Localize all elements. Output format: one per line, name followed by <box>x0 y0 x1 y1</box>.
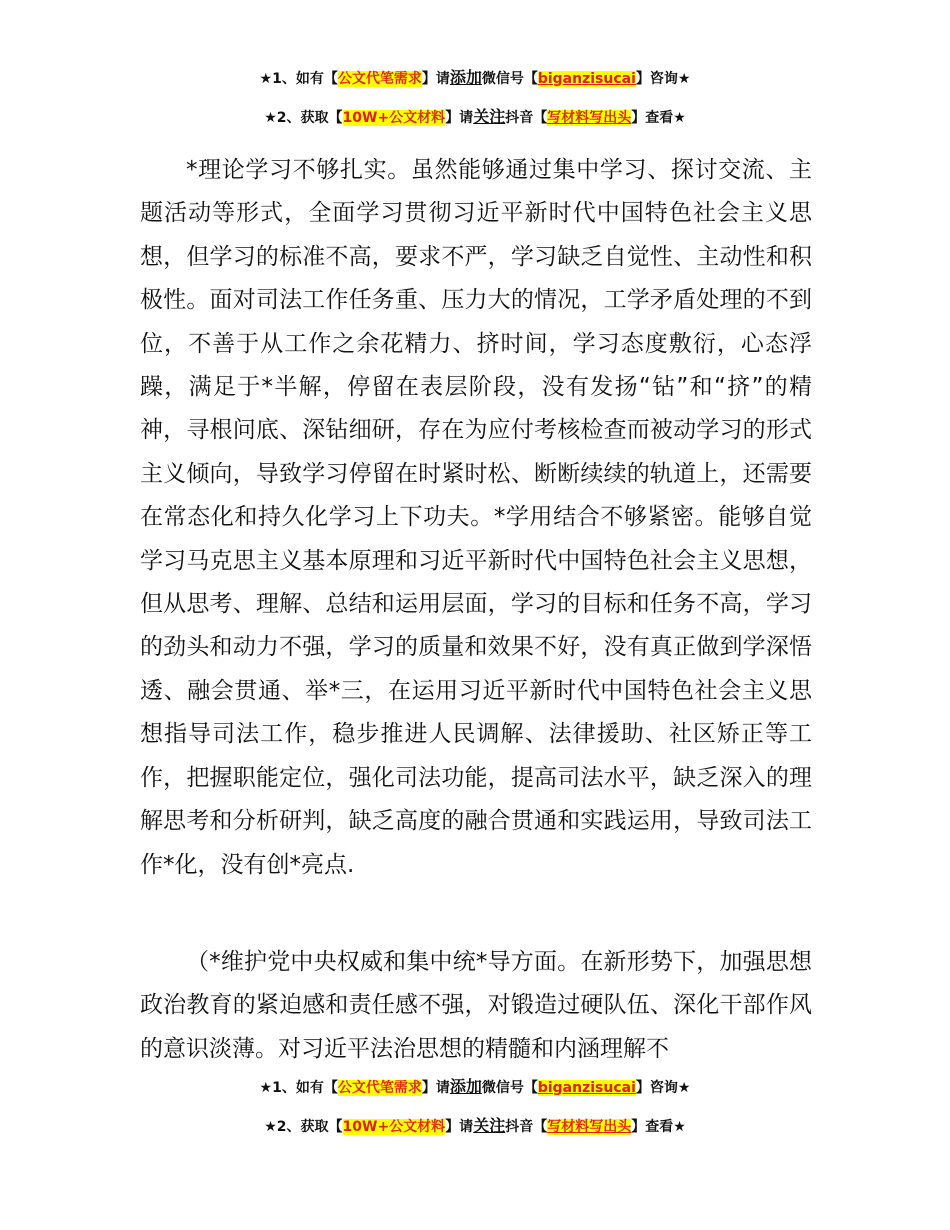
promo-suffix: 】咨询★ <box>635 71 691 87</box>
promo-prefix: ★1、如有【 <box>259 71 338 87</box>
promo-highlight-materials: 10W+公文材料 <box>342 1119 446 1135</box>
promo-prefix: ★2、获取【 <box>264 1119 343 1135</box>
promo-wechat-id-link[interactable]: biganzisucai <box>537 71 636 87</box>
promo-emphasis: 添加 <box>449 1077 482 1096</box>
promo-douyin-link[interactable]: 写材料写出头 <box>547 110 632 126</box>
promo-text: 】请 <box>445 110 474 126</box>
promo-emphasis: 关注 <box>473 1116 506 1135</box>
promo-prefix: ★1、如有【 <box>259 1080 338 1096</box>
promo-text: 】请 <box>421 1080 450 1096</box>
promo-highlight-materials: 10W+公文材料 <box>342 110 446 126</box>
promo-highlight-service: 公文代笔需求 <box>337 71 422 87</box>
header-promo-line-1 <box>0 67 950 90</box>
promo-suffix: 】咨询★ <box>635 1080 691 1096</box>
promo-prefix: ★2、获取【 <box>264 110 343 126</box>
promo-text: 】请 <box>421 71 450 87</box>
footer-promo-line-1 <box>0 1076 950 1099</box>
promo-emphasis: 添加 <box>449 68 482 87</box>
promo-text: 抖音【 <box>505 1119 548 1135</box>
promo-text: 微信号【 <box>481 1080 538 1096</box>
promo-suffix: 】查看★ <box>631 1119 686 1135</box>
body-paragraph-2: （*维护党中央权威和集中统*导方面。在新形势下，加强思想政治教育的紧迫感和责任感不强，对锻造过硬队伍、深化干部作风的意识淡薄。对习近平法治思想的精髓和内涵理解不 <box>140 949 812 1062</box>
promo-text: 】请 <box>445 1119 474 1135</box>
promo-text: 微信号【 <box>481 71 538 87</box>
body-paragraph-1: *理论学习不够扎实。虽然能够通过集中学习、探讨交流、主题活动等形式，全面学习贯彻习近平新时代中国特色社会主义思想，但学习的标准不高，要求不严，学习缺乏自觉性、主动性和积极性。面对司法工作任务重、压力大的情况，工学矛盾处理的不到位，不善于从工作之余花精力、挤时间，学习态度敷衍，心态浮躁，满足于*半解，停留在表层阶段，没有发扬“钻”和“挤”的精神，寻根问底、深钻细研，存在为应付考核检查而被动学习的形式主义倾向，导致学习停留在时紧时松、断断续续的轨道上，还需要在常态化和持久化学习上下功夫。*学用结合不够紧密。能够自觉学习马克思主义基本原理和习近平新时代中国特色社会主义思想，但从思考、理解、总结和运用层面，学习的目标和任务不高，学习的劲头和动力不强，学习的质量和效果不好，没有真正做到学深悟透、融会贯通、举*三，在运用习近平新时代中国特色社会主义思想指导司法工作，稳步推进人民调解、法律援助、社区矫正等工作，把握职能定位，强化司法功能，提高司法水平，缺乏深入的理解思考和分析研判，缺乏高度的融合贯通和实践运用，导致司法工作*化，没有创*亮点. <box>140 157 812 878</box>
promo-text: 抖音【 <box>505 110 548 126</box>
promo-douyin-link[interactable]: 写材料写出头 <box>547 1119 632 1135</box>
header-promo-line-2 <box>0 106 950 129</box>
promo-emphasis: 关注 <box>473 107 506 126</box>
promo-suffix: 】查看★ <box>631 110 686 126</box>
promo-wechat-id-link[interactable]: biganzisucai <box>537 1080 636 1096</box>
footer-promo-line-2 <box>0 1115 950 1138</box>
promo-highlight-service: 公文代笔需求 <box>337 1080 422 1096</box>
